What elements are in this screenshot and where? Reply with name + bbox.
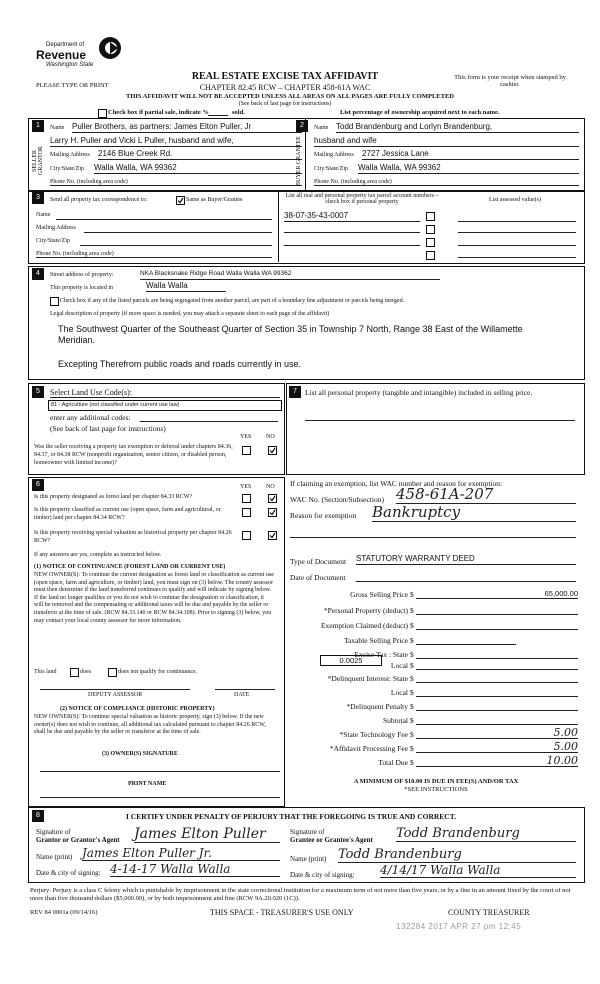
divider xyxy=(278,190,279,262)
section-1-number: 1 xyxy=(32,120,44,132)
same-as-buyer-checkbox[interactable] xyxy=(176,196,185,205)
dollar-sign: $ xyxy=(410,744,414,753)
grantor-date-city[interactable]: 4-14-17 Walla Walla xyxy=(110,862,280,877)
tax-delinquent-label: *Delinquent Interest: State xyxy=(327,674,408,683)
logo xyxy=(28,36,128,72)
grantee-name[interactable]: Todd Brandenburg xyxy=(338,847,576,863)
grantor-name-label: Name (print) xyxy=(36,853,73,861)
seller-city[interactable]: Walla Walla, WA 99362 xyxy=(94,163,302,174)
tax-subtotal-label: Subtotal xyxy=(382,716,408,725)
forest-question: Is this property designated as forest land per chapter 84.33 RCW? xyxy=(34,494,193,500)
designations-no-header: NO xyxy=(266,484,275,490)
receipt-note: This form is your receipt when stamped by cashier. xyxy=(454,74,566,88)
minimum-note: A MINIMUM OF $10.00 IS DUE IN FEE(S) AND/OR TAX xyxy=(353,778,519,785)
partial-sale-checkbox[interactable] xyxy=(98,109,107,118)
designations-yes-header: YES xyxy=(240,484,252,490)
tax-value-exemption[interactable] xyxy=(416,620,578,630)
seller-phone-label[interactable]: Phone No. (including area code) xyxy=(50,179,302,186)
seller-mailing-label: Mailing Address xyxy=(50,152,90,158)
same-as-buyer-label: Same as Buyer/Grantee xyxy=(186,197,243,203)
corr-mailing-label: Mailing Address xyxy=(36,225,76,231)
section-7-number: 7 xyxy=(289,386,301,398)
located-in[interactable]: Walla Walla xyxy=(146,281,226,292)
tax-value-taxable[interactable] xyxy=(416,635,516,645)
personal-property-label: List all personal property (tangible and intangible) included in selling price. xyxy=(305,388,533,397)
legal-description-1[interactable]: The Southwest Quarter of the Southeast Quarter of Section 35 in Township 7 North, Range 38 East of the Willamette Meridian. xyxy=(58,324,523,345)
additional-codes-field[interactable] xyxy=(140,421,278,422)
tax-value-total[interactable]: 10.00 xyxy=(416,754,578,767)
grantee-sig-label1: Signature of xyxy=(290,828,325,836)
reason-label: Reason for exemption xyxy=(290,511,357,520)
dollar-sign: $ xyxy=(410,674,414,683)
parcel-number-3[interactable] xyxy=(284,245,420,246)
check-icon xyxy=(269,532,276,539)
owner-signature-label: (3) OWNER(S) SIGNATURE xyxy=(102,751,178,757)
tax-value-personal[interactable] xyxy=(416,605,578,615)
historic-no-checkbox[interactable] xyxy=(268,531,277,540)
dollar-sign: $ xyxy=(410,661,414,670)
dollar-sign: $ xyxy=(410,730,414,739)
segregated-checkbox[interactable] xyxy=(50,297,59,306)
document-date-label: Date of Document xyxy=(290,573,346,582)
land-use-select[interactable]: 81 - Agriculture (not classified under current use law) xyxy=(48,400,282,411)
forest-yes-checkbox[interactable] xyxy=(242,494,251,503)
see-instructions-note: *SEE INSTRUCTIONS xyxy=(404,786,468,793)
buyer-vertical-label: BUYER GRANTEE xyxy=(296,136,302,186)
tax-value-processing[interactable]: 5.00 xyxy=(416,740,578,753)
dollar-sign: $ xyxy=(410,636,414,645)
historic-question: Is this property receiving special valuation as historical property per chapter 84.26 RCW? xyxy=(34,530,232,544)
legal-label: Legal description of property (if more space is needed, you may attach a separate sheet to each page of the affidavit) xyxy=(50,311,330,317)
check-icon xyxy=(269,495,276,502)
buyer-phone-label[interactable]: Phone No. (including area code) xyxy=(314,179,579,186)
check-icon xyxy=(177,197,184,204)
dollar-sign: $ xyxy=(410,758,414,767)
document-type-label: Type of Document xyxy=(290,557,347,566)
tax-gross-label: Gross Selling Price xyxy=(350,590,408,599)
see-back-note: (See back of last page for instructions) xyxy=(238,101,332,107)
exemption-reason[interactable]: Bankruptcy xyxy=(372,503,576,522)
legal-description-2[interactable]: Excepting Therefrom public roads and roads currently in use. xyxy=(58,359,301,369)
buyer-city[interactable]: Walla Walla, WA 99362 xyxy=(358,163,579,174)
parcel-header: List all real and personal property tax parcel account numbers – check box if personal property xyxy=(285,193,439,205)
seller-name-line2[interactable]: Larry H. Puller and Vicki L Puller, husband and wife, xyxy=(50,136,302,147)
logo-line3: Washington State xyxy=(46,62,94,68)
print-name-label: PRINT NAME xyxy=(128,781,167,787)
grantor-sig-label1: Signature of xyxy=(36,828,71,836)
buyer-name-line2[interactable]: husband and wife xyxy=(314,136,579,147)
segregated-label: Check box if any of the listed parcels are being segregated from another parcel, are part of a boundary line adjustment or parcels being merged. xyxy=(60,298,405,304)
partial-sale-percent[interactable] xyxy=(208,115,228,116)
seller-vertical-label: SELLER GRANTOR xyxy=(32,146,44,176)
wac-label: WAC No. (Section/Subsection) xyxy=(290,495,384,504)
land-use-label: Select Land Use Code(s): xyxy=(50,388,280,398)
form-chapter: CHAPTER 82.45 RCW – CHAPTER 458-61A WAC xyxy=(199,83,371,92)
tax-value-penalty[interactable] xyxy=(416,701,578,711)
revenue-logo-icon xyxy=(98,36,122,60)
corr-phone-label[interactable]: Phone No. (including area code) xyxy=(36,251,272,258)
forest-no-checkbox[interactable] xyxy=(268,494,277,503)
form-title: REAL ESTATE EXCISE TAX AFFIDAVIT xyxy=(191,71,379,82)
section-5-number: 5 xyxy=(32,386,44,398)
corr-name-label: Name xyxy=(36,212,51,218)
this-land-label: This land xyxy=(34,669,57,675)
dollar-sign: $ xyxy=(410,606,414,615)
grantee-date-city[interactable]: 4/14/17 Walla Walla xyxy=(380,863,576,878)
located-label: This property is located in xyxy=(50,285,113,291)
deputy-label: DEPUTY ASSESSOR xyxy=(88,692,143,698)
exemption-no-checkbox[interactable] xyxy=(268,446,277,455)
assessed-header: List assessed value(s) xyxy=(489,197,541,203)
additional-codes-label: enter any additional codes: xyxy=(50,413,131,422)
corr-city-label: City/State/Zip xyxy=(36,238,70,244)
section-6-number: 6 xyxy=(32,479,44,491)
deputy-assessor-line[interactable] xyxy=(40,689,190,690)
personal-property-field[interactable] xyxy=(305,420,575,421)
dollar-sign: $ xyxy=(410,621,414,630)
tax-exemption-label: Exemption Claimed (deduct) xyxy=(320,621,408,630)
deputy-date-line[interactable] xyxy=(215,689,275,690)
grantee-name-label: Name (print) xyxy=(290,855,327,863)
land-use-see-back: (See back of last page for instructions) xyxy=(50,424,166,433)
assessed-value-3[interactable] xyxy=(458,245,576,246)
section-4-number: 4 xyxy=(32,268,44,280)
historic-yes-checkbox[interactable] xyxy=(242,531,251,540)
current-use-yes-checkbox[interactable] xyxy=(242,508,251,517)
grantee-sig-label2: Grantee or Grantee's Agent xyxy=(290,836,373,844)
document-type[interactable]: STATUTORY WARRANTY DEED xyxy=(356,554,576,565)
section-8-number: 8 xyxy=(32,810,44,822)
assessed-value-4[interactable] xyxy=(458,257,576,258)
tax-value-delinquent[interactable] xyxy=(416,673,578,683)
seller-name-label: Name xyxy=(50,125,65,131)
wac-number[interactable]: 458-61A-207 xyxy=(396,485,576,504)
dollar-sign: $ xyxy=(410,590,414,599)
dollar-sign: $ xyxy=(410,716,414,725)
partial-sale-label: Check box if partial sale, indicate % xyxy=(108,109,209,116)
buyer-city-label: City/State/Zip xyxy=(314,166,348,172)
treasurer-stamp: 132284 2017 APR 27 pm 12:45 xyxy=(396,922,522,931)
buyer-name-label: Name xyxy=(314,125,329,131)
notice1-body: NEW OWNER(S): To continue the current designation as forest land or classification as current use (open space, farm and agriculture, or timber) land, you must sign on (3) below. The county assessor must then determine if the land transferred continues to qualify and will indicate by signing below. If the land no longer qualifies or you do not wish to continue the designation or classification, it will be removed and the compensating or additional taxes will be due and payable by the seller or transferor at the time of sale. (RCW 84.33.140 or RCW 84.34.108). Prior to signing (3) below, you may contact your local county assessor for more information. xyxy=(34,572,274,624)
tax-value-excise[interactable] xyxy=(416,649,578,659)
does-checkbox[interactable] xyxy=(70,668,79,677)
assessed-value-1[interactable] xyxy=(458,221,576,222)
dollar-sign: $ xyxy=(410,702,414,711)
tax-total-label: Total Due xyxy=(378,758,408,767)
parcel-number-1[interactable]: 38-07-35-43-0007 xyxy=(284,211,420,222)
parcel-1-personal-checkbox[interactable] xyxy=(426,212,435,221)
correspondence-label: Send all property tax correspondence to: xyxy=(50,197,148,203)
corr-city-field[interactable] xyxy=(80,245,272,246)
grantor-sig-label2: Grantor or Grantor's Agent xyxy=(36,836,120,844)
notice2-body: NEW OWNER(S): To continue special valuation as historic property, sign (3) below. If the new owner(s) does not wish to continue, all additional tax calculated pursuant to chapter 84.26 RCW, shall be due and payable by the seller or transferor at the time of sale. xyxy=(34,714,266,736)
grantee-date-label: Date & city of signing: xyxy=(290,871,355,879)
does-label: does xyxy=(80,669,91,675)
grantor-name[interactable]: James Elton Puller Jr. xyxy=(82,846,280,861)
grantee-signature[interactable]: Todd Brandenburg xyxy=(396,826,576,842)
tax-taxable-label: Taxable Selling Price xyxy=(343,636,408,645)
parcel-4-personal-checkbox[interactable] xyxy=(426,251,435,260)
print-name-line[interactable] xyxy=(40,797,280,798)
check-icon xyxy=(269,447,276,454)
does-not-label: does not qualify for continuance. xyxy=(118,669,198,675)
seller-mailing[interactable]: 2146 Blue Creek Rd. xyxy=(98,149,302,160)
exemption-yes-checkbox[interactable] xyxy=(242,446,251,455)
partial-sale-sold: sold. xyxy=(232,109,245,116)
tax-tech-label: *State Technology Fee xyxy=(339,730,408,739)
dollar-sign: $ xyxy=(410,650,414,659)
rev-number: REV 84 0001a (09/14/16) xyxy=(30,909,98,916)
tax-rate[interactable]: 0.0025 xyxy=(320,655,382,666)
tax-penalty-label: *Delinquent Penalty xyxy=(346,702,408,711)
buyer-name-line1[interactable]: Todd Brandenburg and Lorlyn Brandenburg, xyxy=(336,122,579,133)
parcel-2-personal-checkbox[interactable] xyxy=(426,225,435,234)
street-label: Street address of property: xyxy=(50,272,114,278)
perjury-note: Perjury: Perjury is a class C felony which is punishable by imprisonment in the state correctional institution for a maximum term of not more than five years, or by a fine in an amount fixed by the court of not more than five thousand dollars ($5,000.00), or by both imprisonment and fine (RCW 9A.20.020 (1C)). xyxy=(30,887,571,902)
notice1-title: (1) NOTICE OF CONTINUANCE (FOREST LAND OR CURRENT USE) xyxy=(34,564,226,570)
tax-local2-label: Local xyxy=(390,688,408,697)
seller-name-line1[interactable]: Puller Brothers, as partners: James Elton Puller, Jr xyxy=(72,122,302,133)
tax-processing-label: *Affidavit Processing Fee xyxy=(329,744,408,753)
does-not-checkbox[interactable] xyxy=(108,668,117,677)
section-3-number: 3 xyxy=(32,192,44,204)
tax-local-label: Local xyxy=(390,661,408,670)
notice2-title: (2) NOTICE OF COMPLIANCE (HISTORIC PROPERTY) xyxy=(60,706,215,712)
certify-statement: I CERTIFY UNDER PENALTY OF PERJURY THAT THE FOREGOING IS TRUE AND CORRECT. xyxy=(126,812,457,821)
land-use-no-header: NO xyxy=(266,434,275,440)
exemption-label: If claiming an exemption, list WAC number and reason for exemption: xyxy=(290,479,503,488)
document-date[interactable] xyxy=(356,581,576,582)
tax-value-local[interactable] xyxy=(416,660,578,670)
parcel-3-personal-checkbox[interactable] xyxy=(426,238,435,247)
assessed-value-2[interactable] xyxy=(458,232,576,233)
grantor-signature[interactable]: James Elton Puller xyxy=(134,826,280,843)
dollar-sign: $ xyxy=(410,688,414,697)
tax-value-subtotal[interactable] xyxy=(416,715,578,725)
check-icon xyxy=(269,509,276,516)
tax-value-tech[interactable]: 5.00 xyxy=(416,726,578,739)
not-accepted-note: THIS AFFIDAVIT WILL NOT BE ACCEPTED UNLESS ALL AREAS ON ALL PAGES ARE FULLY COMPLETED xyxy=(126,93,454,100)
section-2-number: 2 xyxy=(296,120,308,132)
current-use-question: Is this property classified as current use (open space, farm and agricultural, or timber) land per chapter 84.34 RCW? xyxy=(34,507,221,521)
treasurer-note: THIS SPACE - TREASURER'S USE ONLY xyxy=(210,908,354,917)
land-use-yes-header: YES xyxy=(240,434,252,440)
county-treasurer-label: COUNTY TREASURER xyxy=(448,908,530,917)
deputy-date-label: DATE xyxy=(234,692,250,698)
owner-signature-line[interactable] xyxy=(40,771,280,772)
parcel-number-2[interactable] xyxy=(284,232,420,233)
buyer-mailing[interactable]: 2727 Jessica Lane xyxy=(362,149,579,160)
tax-value-gross[interactable]: 65,000.00 xyxy=(416,589,578,599)
corr-mailing-field[interactable] xyxy=(84,232,272,233)
street-address[interactable]: NKA Blacksnake Ridge Road Walla Walla WA 99362 xyxy=(140,270,440,280)
if-yes-note: If any answers are yes, complete as instructed below. xyxy=(34,552,162,558)
exemption-question: Was the seller receiving a property tax exemption or deferral under chapters 84.36, 84.37, or 84.38 RCW (nonprofit organization, senior citizen, or disabled person, homeowner with limited income)? xyxy=(34,444,233,466)
corr-name-field[interactable] xyxy=(56,219,272,220)
tax-personal-label: *Personal Property (deduct) xyxy=(323,606,408,615)
current-use-no-checkbox[interactable] xyxy=(268,508,277,517)
buyer-mailing-label: Mailing Address xyxy=(314,152,354,158)
logo-line1: Department of xyxy=(46,42,85,48)
tax-value-local2[interactable] xyxy=(416,687,578,697)
please-type: PLEASE TYPE OR PRINT xyxy=(36,82,109,89)
seller-city-label: City/State/Zip xyxy=(50,166,84,172)
section-designations xyxy=(28,477,285,807)
logo-line2: Revenue xyxy=(36,48,87,62)
exemption-reason-line2[interactable] xyxy=(290,537,576,538)
tax-excise-label: Excise Tax : State xyxy=(354,650,408,659)
grantor-date-label: Date & city of signing: xyxy=(36,869,101,877)
percentage-note: List percentage of ownership acquired next to each name. xyxy=(340,109,500,116)
